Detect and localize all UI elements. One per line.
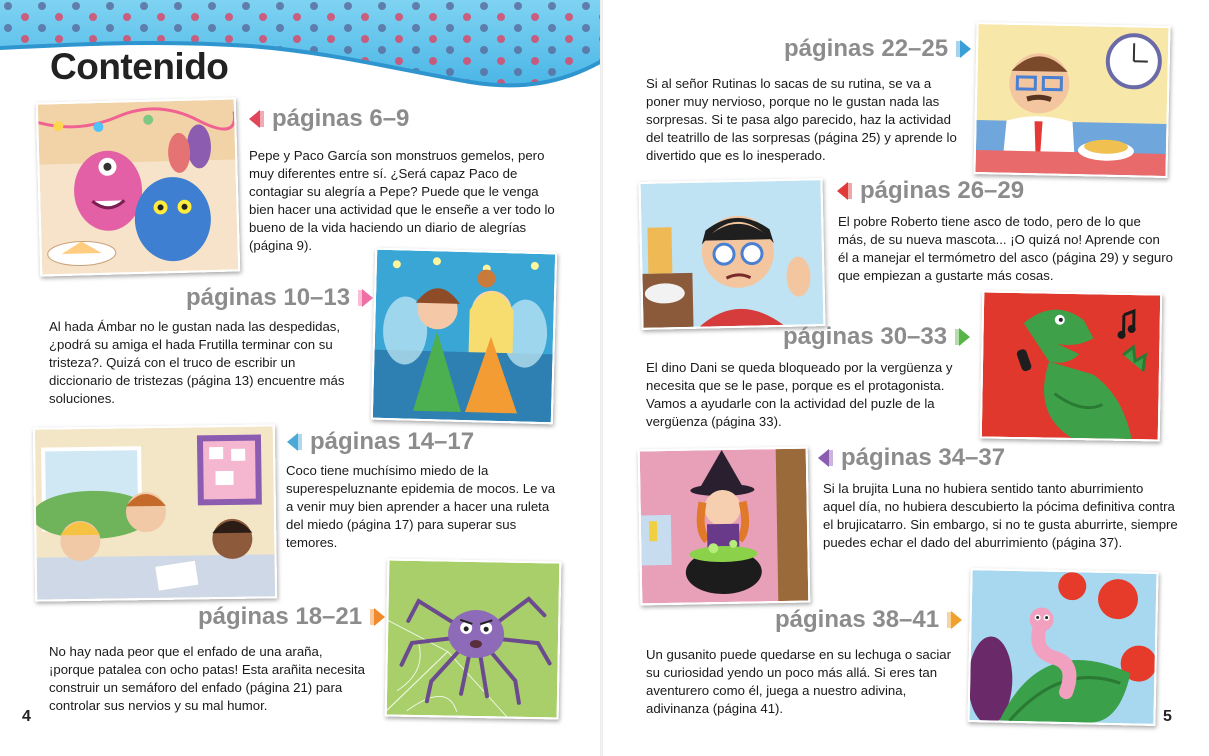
section-heading-text: páginas 30–33 — [783, 323, 948, 350]
section-heading-text: páginas 10–13 — [186, 284, 351, 311]
curious-worm-illustration — [967, 568, 1158, 726]
section-heading-text: páginas 18–21 — [198, 603, 363, 630]
singing-dinosaur-illustration — [980, 290, 1163, 441]
page-number: 4 — [22, 708, 31, 725]
section-description: El pobre Roberto tiene asco de todo, pero de lo que más, de su nueva mascota... ¡O quizá no! Aprende con él a manejar el termómetro del asco (página 29) y seguro que empiezan a gustarte más cosas. — [838, 214, 1173, 283]
section-heading-text: páginas 26–29 — [860, 177, 1025, 204]
arrow-right-icon — [953, 327, 971, 347]
section-heading — [836, 177, 1024, 205]
section-description: Pepe y Paco García son monstruos gemelos, pero muy diferentes entre sí. ¿Será capaz Paco de contagiar su alegría a Pepe? Puede que le venga bien hacer una actividad que le enseñe a ver todo lo bueno de la vida haciendo un diario de alegrías (página 9). — [249, 148, 555, 253]
arrow-left-icon — [836, 181, 854, 201]
page-number: 5 — [1163, 708, 1172, 725]
right-page — [603, 0, 1209, 756]
arrow-right-icon — [368, 607, 386, 627]
page-title: Contenido — [50, 46, 229, 87]
section-description: No hay nada peor que el enfado de una araña, ¡porque patalea con ocho patas! Esta arañita necesita construir un semáforo del enfado (página 21) para controlar sus nervios y su mal humor. — [49, 644, 365, 713]
section-heading-text: páginas 22–25 — [784, 35, 949, 62]
section-heading — [783, 323, 971, 351]
pink-monsters-party-illustration — [36, 97, 240, 276]
arrow-right-icon — [954, 39, 972, 59]
fairies-farewell-illustration — [371, 248, 557, 425]
mr-routine-breakfast-illustration — [973, 22, 1170, 178]
section-heading — [817, 444, 1005, 472]
classroom-kids-illustration — [33, 424, 277, 601]
section-heading-text: páginas 6–9 — [272, 105, 410, 132]
section-description: Si la brujita Luna no hubiera sentido tanto aburrimiento aquel día, no hubiera descubierto la pócima definitiva contra el brujicatarro. Sin embargo, si no te gusta aburrirte, siempre puedes echar el dado del aburrimiento (página 37). — [823, 481, 1178, 550]
section-heading — [186, 284, 374, 312]
arrow-right-icon — [945, 610, 963, 630]
section-heading — [198, 603, 386, 631]
section-description: El dino Dani se queda bloqueado por la vergüenza y necesita que se le pase, porque es el protagonista. Vamos a ayudarle con la actividad del puzle de la vergüenza (página 33). — [646, 360, 953, 429]
section-heading — [286, 428, 474, 456]
arrow-left-icon — [817, 448, 835, 468]
arrow-left-icon — [286, 432, 304, 452]
section-heading — [248, 105, 409, 133]
section-heading-text: páginas 38–41 — [775, 606, 940, 633]
section-description: Coco tiene muchísimo miedo de la superespeluznante epidemia de mocos. Le va a venir muy bien aprender a hacer una ruleta del miedo (página 17) para superar sus temores. — [286, 463, 556, 550]
disgusted-boy-illustration — [638, 178, 825, 330]
arrow-left-icon — [248, 109, 266, 129]
section-heading-text: páginas 14–17 — [310, 428, 475, 455]
left-page — [0, 0, 600, 756]
section-description: Un gusanito puede quedarse en su lechuga o saciar su curiosidad yendo un poco más allá. Si eres tan aventurero como él, juega a nuestro adivina, adivinanza (página 41). — [646, 647, 951, 716]
angry-spider-illustration — [385, 558, 562, 719]
section-description: Al hada Ámbar no le gustan nada las despedidas, ¿podrá su amiga el hada Frutilla terminar con su tristeza?. Quizá con el truco de escribir un diccionario de tristezas (página 13) encuentre más soluciones. — [49, 319, 345, 406]
section-heading-text: páginas 34–37 — [841, 444, 1006, 471]
little-witch-cauldron-illustration — [638, 447, 811, 606]
section-heading — [775, 606, 963, 634]
section-description: Si al señor Rutinas lo sacas de su rutina, se va a poner muy nervioso, porque no le gustan nada las sorpresas. Si te pasa algo parecido, haz la actividad del teatrillo de las sorpresas (página 25) y aprende lo divertido que es lo inesperado. — [646, 76, 957, 163]
arrow-right-icon — [356, 288, 374, 308]
section-heading — [784, 35, 972, 63]
